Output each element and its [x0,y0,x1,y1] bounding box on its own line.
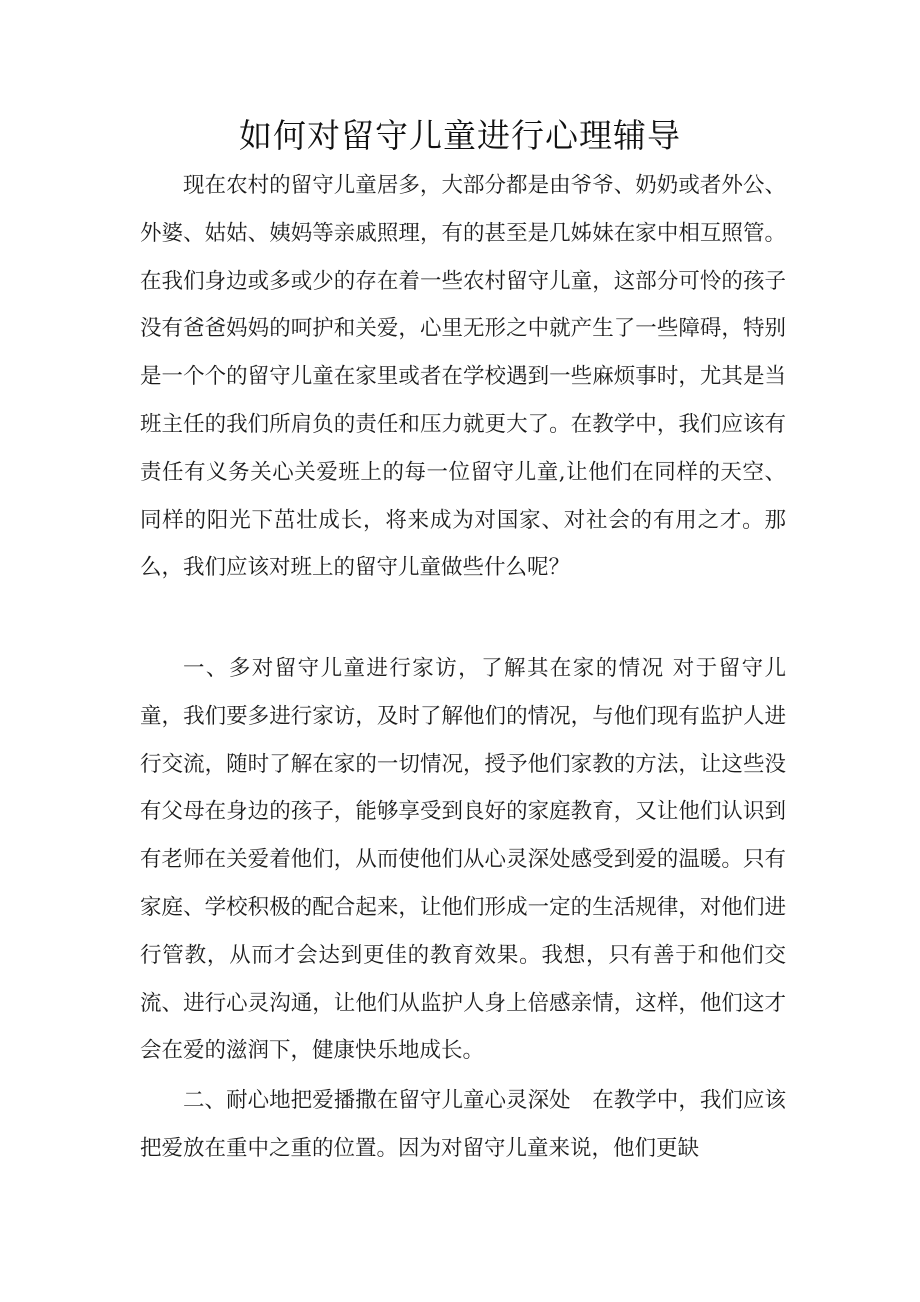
paragraph-intro: 现在农村的留守儿童居多，大部分都是由爷爷、奶奶或者外公、外婆、姑姑、姨妈等亲戚照理，有的甚至是几姊妹在家中相互照管。在我们身边或多或少的存在着一些农村留守儿童，这部分可怜的孩子没有爸爸妈妈的呵护和关爱，心里无形之中就产生了一些障碍，特别是一个个的留守儿童在家里或者在学校遇到一些麻烦事时，尤其是当班主任的我们所肩负的责任和压力就更大了。在教学中，我们应该有责任有义务关心关爱班上的每一位留守儿童,让他们在同样的天空、同样的阳光下茁壮成长，将来成为对国家、对社会的有用之才。那么，我们应该对班上的留守儿童做些什么呢？ [140,173,786,581]
document-title: 如何对留守儿童进行心理辅导 [239,116,681,155]
paragraph-section-two: 二、耐心地把爱播撒在留守儿童心灵深处 在教学中，我们应该把爱放在重中之重的位置。因为对留守儿童来说，他们更缺 [140,1088,786,1161]
paragraph-section-one: 一、多对留守儿童进行家访，了解其在家的情况 对于留守儿童，我们要多进行家访，及时了解他们的情况，与他们现有监护人进行交流，随时了解在家的一切情况，授予他们家教的方法，让这些没有父母在身边的孩子，能够享受到良好的家庭教育，又让他们认识到有老师在关爱着他们，从而使他们从心灵深处感受到爱的温暖。只有家庭、学校积极的配合起来，让他们形成一定的生活规律，对他们进行管教，从而才会达到更佳的教育效果。我想，只有善于和他们交流、进行心灵沟通，让他们从监护人身上倍感亲情，这样，他们这才会在爱的滋润下，健康快乐地成长。 [140,656,786,1064]
